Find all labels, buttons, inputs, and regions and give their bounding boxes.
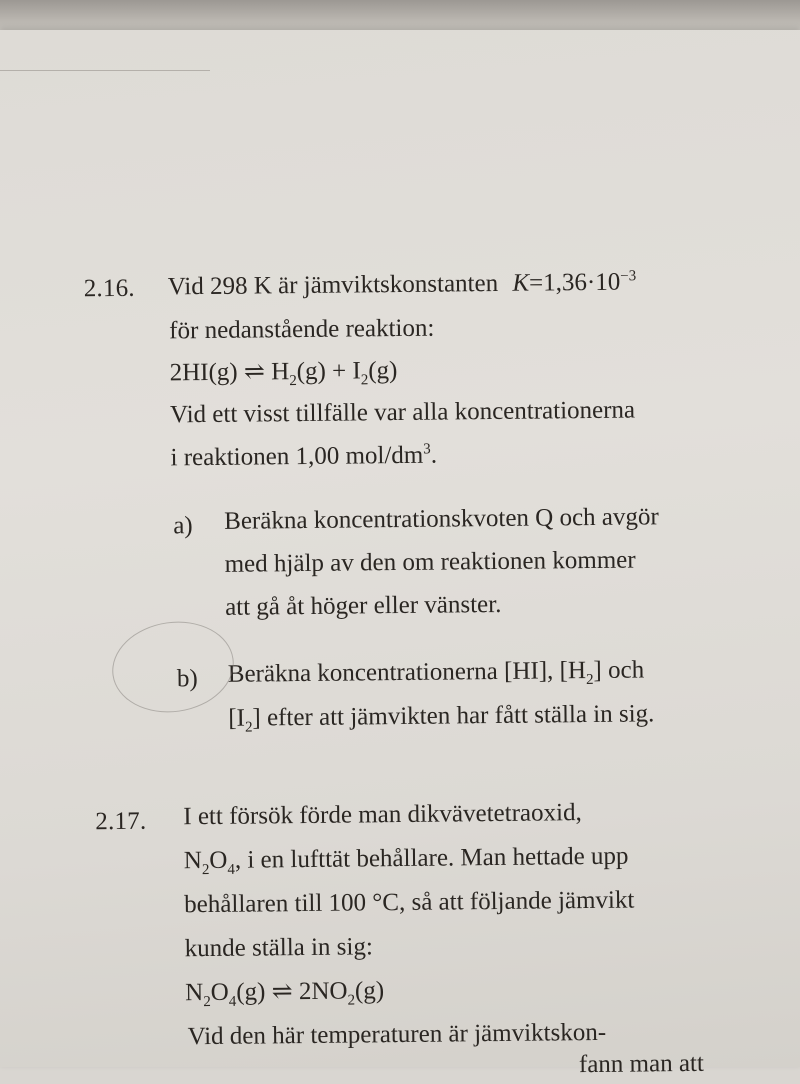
part-b-line-2-a: [I bbox=[228, 704, 246, 732]
part-a-line-1: Beräkna koncentrationskvoten Q och avgör bbox=[224, 503, 659, 535]
reaction-h-phase: (g) + I bbox=[296, 357, 361, 386]
part-a-line-2: med hjälp av den om reaktionen kommer bbox=[224, 546, 636, 578]
reaction2-no2-sub: 2 bbox=[347, 992, 356, 1009]
problem-2-17-line-1: I ett försök förde man dikvävetetraoxid, bbox=[183, 799, 582, 831]
problem-2-16-line-4: Vid ett visst tillfälle var alla koncentrationerna bbox=[169, 396, 636, 429]
part-b-label: b) bbox=[176, 665, 198, 693]
formula-n: N bbox=[183, 847, 202, 875]
unit-exponent: 3 bbox=[423, 441, 431, 458]
reaction-h-sub: 2 bbox=[289, 373, 297, 390]
problem-number-2-16: 2.16. bbox=[83, 274, 135, 303]
problem-2-16-line-5 bbox=[170, 443, 437, 471]
reaction2-n-sub: 2 bbox=[203, 994, 211, 1011]
formula-o-sub: 4 bbox=[227, 861, 236, 878]
part-b-line-1-sub: 2 bbox=[585, 671, 594, 689]
part-b-line-2-sub: 2 bbox=[244, 719, 253, 736]
problem-2-16-line-1-text: Vid 298 K är jämviktskonstanten bbox=[167, 269, 499, 301]
reaction-lhs: 2HI(g) bbox=[169, 358, 238, 387]
reaction-i-phase: (g) bbox=[368, 357, 398, 385]
problem-2-17-line-7-partial: fann man att bbox=[578, 1049, 705, 1079]
reaction2-o-sub: 4 bbox=[228, 993, 237, 1010]
problem-2-17-line-2-rest: , i en lufttät behållare. Man hettade upp bbox=[234, 842, 629, 874]
reaction2-n: N bbox=[185, 979, 204, 1007]
problem-2-17-line-3: behållaren till 100 °C, så att följande jämvikt bbox=[184, 886, 635, 919]
problem-2-16-line-2: för nedanstående reaktion: bbox=[169, 314, 435, 345]
part-b-line-1 bbox=[227, 656, 645, 689]
k-value: =1,36·10 bbox=[528, 268, 621, 297]
reaction-i-sub: 2 bbox=[360, 372, 369, 389]
reaction-equation-2-17 bbox=[185, 977, 385, 1011]
part-b-line-2-b: ] efter att jämvikten har fått ställa in sig. bbox=[252, 700, 655, 732]
equilibrium-arrow-icon: ⇌ bbox=[243, 358, 266, 386]
reaction2-mid: (g) ⇌ 2NO bbox=[236, 977, 348, 1006]
problem-2-16-line-1 bbox=[168, 270, 637, 300]
reaction-equation-2-16 bbox=[169, 357, 398, 390]
formula-n-sub: 2 bbox=[201, 862, 210, 879]
reaction2-o: O bbox=[210, 978, 229, 1007]
part-a-label: a) bbox=[173, 512, 193, 540]
problem-2-16-line-5-text: i reaktionen 1,00 mol/dm bbox=[170, 441, 424, 472]
problem-number-2-17: 2.17. bbox=[95, 807, 147, 836]
problem-2-17-line-4: kunde ställa in sig: bbox=[184, 933, 373, 963]
part-b-line-1-a: Beräkna koncentrationerna [HI], [H bbox=[227, 657, 587, 688]
problem-2-16-line-5-end: . bbox=[430, 441, 438, 469]
k-exponent: −3 bbox=[620, 268, 637, 285]
k-symbol: K bbox=[512, 269, 530, 297]
part-a-line-3: att gå åt höger eller vänster. bbox=[224, 590, 502, 621]
reaction-h: H bbox=[270, 358, 290, 386]
part-b-line-2 bbox=[228, 700, 655, 736]
part-b-line-1-b: ] och bbox=[593, 656, 645, 684]
problem-2-17-line-2 bbox=[183, 842, 629, 879]
formula-o: O bbox=[209, 846, 228, 875]
reaction2-end: (g) bbox=[354, 977, 385, 1005]
problem-2-17-line-6: Vid den här temperaturen är jämviktskon- bbox=[187, 1018, 607, 1051]
